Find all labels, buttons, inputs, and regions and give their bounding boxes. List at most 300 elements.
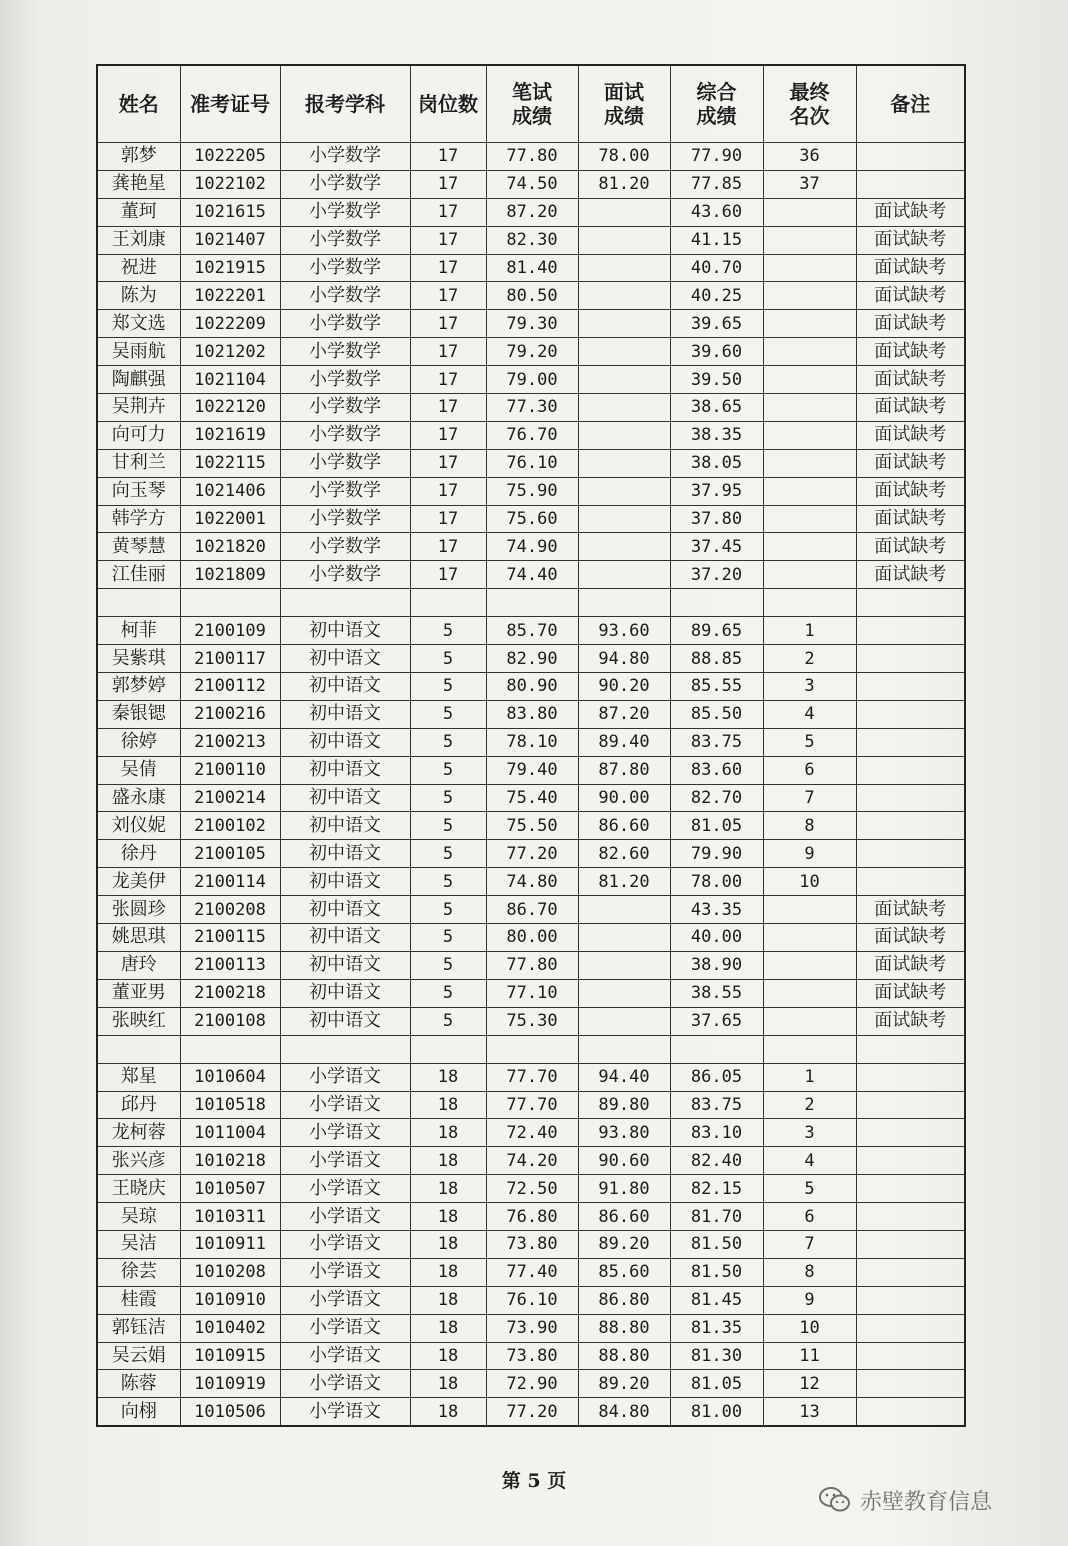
cell-exam-number: 1021809 [180,561,280,589]
cell-remarks [856,1286,965,1314]
cell-name: 郑星 [97,1063,180,1091]
cell-interview-score: 86.60 [578,812,670,840]
cell-final-rank: 7 [763,1230,856,1258]
cell-subject: 小学数学 [280,226,410,254]
cell-written-score: 87.20 [486,198,578,226]
cell-subject: 小学语文 [280,1370,410,1398]
cell-interview-score: 87.80 [578,756,670,784]
cell-remarks [856,812,965,840]
cell-written-score: 77.20 [486,840,578,868]
cell-remarks [856,589,965,617]
cell-interview-score: 90.00 [578,784,670,812]
cell-positions: 5 [410,728,486,756]
cell-written-score: 74.40 [486,561,578,589]
cell-interview-score: 93.60 [578,617,670,645]
cell-subject: 小学语文 [280,1175,410,1203]
wechat-icon [818,1486,852,1514]
cell-name: 柯菲 [97,617,180,645]
cell-total-score: 77.90 [670,143,763,171]
cell-subject: 小学语文 [280,1258,410,1286]
cell-final-rank [763,254,856,282]
cell-remarks [856,645,965,673]
cell-final-rank: 10 [763,1314,856,1342]
cell-name: 韩学方 [97,505,180,533]
cell-subject: 小学数学 [280,282,410,310]
cell-final-rank: 8 [763,812,856,840]
cell-final-rank: 4 [763,700,856,728]
cell-exam-number: 1011004 [180,1119,280,1147]
cell-name: 王晓庆 [97,1175,180,1203]
cell-name: 张圆珍 [97,896,180,924]
cell-interview-score [578,477,670,505]
cell-positions: 17 [410,254,486,282]
cell-interview-score: 91.80 [578,1175,670,1203]
cell-exam-number: 1021104 [180,366,280,394]
cell-written-score: 77.80 [486,143,578,171]
cell-final-rank: 6 [763,756,856,784]
cell-subject: 小学数学 [280,449,410,477]
cell-interview-score: 89.20 [578,1230,670,1258]
cell-name: 郑文选 [97,310,180,338]
cell-interview-score [578,282,670,310]
header-subject: 报考学科 [280,65,410,143]
cell-name: 吴琼 [97,1203,180,1231]
cell-written-score: 75.50 [486,812,578,840]
cell-total-score: 82.15 [670,1175,763,1203]
cell-name: 刘仪妮 [97,812,180,840]
cell-interview-score [578,896,670,924]
table-spacer-row [97,589,965,617]
cell-remarks [856,784,965,812]
cell-total-score: 38.35 [670,421,763,449]
table-row [97,812,965,840]
cell-exam-number: 2100208 [180,896,280,924]
cell-subject: 小学数学 [280,170,410,198]
cell-exam-number: 2100109 [180,617,280,645]
cell-name: 吴洁 [97,1230,180,1258]
cell-final-rank [763,924,856,952]
cell-interview-score [578,1007,670,1035]
cell-final-rank [763,505,856,533]
cell-name: 桂霞 [97,1286,180,1314]
cell-interview-score: 81.20 [578,170,670,198]
cell-interview-score [578,254,670,282]
cell-positions: 5 [410,1007,486,1035]
cell-positions: 5 [410,700,486,728]
cell-final-rank [763,366,856,394]
cell-written-score: 79.40 [486,756,578,784]
table-row [97,1314,965,1342]
cell-positions: 18 [410,1314,486,1342]
cell-positions: 17 [410,310,486,338]
cell-total-score: 81.70 [670,1203,763,1231]
table-row [97,421,965,449]
table-row [97,1258,965,1286]
table-row [97,645,965,673]
cell-positions: 18 [410,1203,486,1231]
cell-remarks [856,1035,965,1063]
cell-final-rank [763,589,856,617]
cell-remarks: 面试缺考 [856,505,965,533]
cell-final-rank: 1 [763,617,856,645]
cell-subject: 初中语文 [280,979,410,1007]
cell-total-score: 37.45 [670,533,763,561]
cell-total-score: 89.65 [670,617,763,645]
cell-positions: 18 [410,1286,486,1314]
cell-remarks [856,1203,965,1231]
cell-name: 龚艳星 [97,170,180,198]
cell-total-score: 78.00 [670,868,763,896]
cell-exam-number: 1010507 [180,1175,280,1203]
cell-remarks [856,756,965,784]
cell-exam-number: 2100216 [180,700,280,728]
cell-final-rank: 5 [763,1175,856,1203]
cell-written-score: 80.00 [486,924,578,952]
cell-written-score: 73.80 [486,1342,578,1370]
cell-exam-number: 1010604 [180,1063,280,1091]
cell-written-score: 72.50 [486,1175,578,1203]
cell-name: 祝进 [97,254,180,282]
cell-remarks [856,170,965,198]
cell-remarks [856,700,965,728]
cell-written-score: 74.90 [486,533,578,561]
cell-interview-score [578,505,670,533]
cell-total-score: 85.55 [670,673,763,701]
cell-subject: 小学语文 [280,1398,410,1426]
cell-written-score: 77.70 [486,1063,578,1091]
cell-final-rank [763,951,856,979]
cell-written-score: 74.80 [486,868,578,896]
cell-name: 张兴彦 [97,1147,180,1175]
cell-final-rank: 11 [763,1342,856,1370]
cell-remarks [856,1342,965,1370]
cell-positions: 18 [410,1342,486,1370]
cell-subject: 小学语文 [280,1063,410,1091]
cell-name: 甘利兰 [97,449,180,477]
cell-subject [280,589,410,617]
cell-remarks [856,1314,965,1342]
cell-written-score: 76.70 [486,421,578,449]
cell-interview-score: 78.00 [578,143,670,171]
table-row [97,310,965,338]
cell-name: 盛永康 [97,784,180,812]
cell-remarks [856,1063,965,1091]
cell-subject: 小学数学 [280,254,410,282]
cell-subject: 小学语文 [280,1203,410,1231]
cell-remarks: 面试缺考 [856,896,965,924]
cell-positions: 17 [410,449,486,477]
cell-total-score: 37.20 [670,561,763,589]
cell-exam-number: 1010518 [180,1091,280,1119]
table-spacer-row [97,1035,965,1063]
cell-written-score: 79.00 [486,366,578,394]
cell-final-rank: 12 [763,1370,856,1398]
table-row [97,449,965,477]
cell-exam-number: 1010506 [180,1398,280,1426]
cell-name: 吴雨航 [97,338,180,366]
cell-written-score: 77.70 [486,1091,578,1119]
header-written-score: 笔试 成绩 [486,65,578,143]
cell-total-score: 81.05 [670,812,763,840]
cell-written-score: 79.20 [486,338,578,366]
cell-remarks [856,728,965,756]
cell-written-score: 83.80 [486,700,578,728]
cell-remarks: 面试缺考 [856,226,965,254]
cell-name: 姚思琪 [97,924,180,952]
cell-written-score: 72.40 [486,1119,578,1147]
cell-subject: 初中语文 [280,673,410,701]
cell-final-rank: 36 [763,143,856,171]
table-row [97,617,965,645]
cell-interview-score [578,310,670,338]
cell-name: 秦银锶 [97,700,180,728]
cell-name: 江佳丽 [97,561,180,589]
cell-positions: 17 [410,170,486,198]
cell-exam-number: 2100108 [180,1007,280,1035]
cell-exam-number: 2100105 [180,840,280,868]
cell-positions: 18 [410,1063,486,1091]
cell-final-rank [763,1007,856,1035]
cell-interview-score: 88.80 [578,1314,670,1342]
table-row [97,394,965,422]
table-row [97,366,965,394]
cell-total-score [670,1035,763,1063]
cell-final-rank [763,449,856,477]
watermark-text: 赤壁教育信息 [860,1489,993,1515]
cell-subject: 小学语文 [280,1314,410,1342]
cell-written-score: 75.60 [486,505,578,533]
table-row [97,198,965,226]
cell-exam-number: 2100115 [180,924,280,952]
cell-remarks: 面试缺考 [856,282,965,310]
cell-exam-number: 1022102 [180,170,280,198]
cell-written-score: 76.80 [486,1203,578,1231]
cell-interview-score: 89.40 [578,728,670,756]
cell-name: 邱丹 [97,1091,180,1119]
cell-interview-score [578,394,670,422]
cell-remarks [856,617,965,645]
table-row [97,1342,965,1370]
cell-written-score: 75.40 [486,784,578,812]
table-row [97,477,965,505]
cell-exam-number: 2100117 [180,645,280,673]
cell-positions: 18 [410,1147,486,1175]
cell-subject: 小学数学 [280,310,410,338]
cell-positions: 5 [410,617,486,645]
cell-name: 陈为 [97,282,180,310]
cell-name: 向可力 [97,421,180,449]
cell-interview-score: 84.80 [578,1398,670,1426]
cell-exam-number: 1010208 [180,1258,280,1286]
cell-exam-number: 1010911 [180,1230,280,1258]
cell-subject: 初中语文 [280,812,410,840]
cell-interview-score [578,421,670,449]
cell-interview-score: 89.20 [578,1370,670,1398]
cell-subject: 初中语文 [280,840,410,868]
cell-name: 董亚男 [97,979,180,1007]
table-row [97,979,965,1007]
cell-final-rank: 37 [763,170,856,198]
cell-positions: 18 [410,1258,486,1286]
cell-interview-score [578,589,670,617]
cell-final-rank [763,533,856,561]
cell-total-score: 83.60 [670,756,763,784]
header-total-score: 综合 成绩 [670,65,763,143]
cell-written-score: 79.30 [486,310,578,338]
cell-remarks [856,1398,965,1426]
cell-name: 徐芸 [97,1258,180,1286]
table-row [97,1007,965,1035]
cell-total-score: 88.85 [670,645,763,673]
score-table [96,64,966,1427]
cell-exam-number: 1022209 [180,310,280,338]
cell-exam-number: 2100218 [180,979,280,1007]
cell-interview-score: 81.20 [578,868,670,896]
table-row [97,338,965,366]
cell-remarks: 面试缺考 [856,421,965,449]
cell-total-score: 85.50 [670,700,763,728]
table-row [97,1230,965,1258]
cell-positions: 17 [410,421,486,449]
cell-total-score: 81.35 [670,1314,763,1342]
cell-total-score: 83.75 [670,728,763,756]
cell-remarks: 面试缺考 [856,338,965,366]
table-row [97,1119,965,1147]
cell-subject: 小学数学 [280,421,410,449]
cell-name: 唐玲 [97,951,180,979]
table-row [97,170,965,198]
cell-remarks: 面试缺考 [856,198,965,226]
cell-exam-number: 1022201 [180,282,280,310]
header-final-rank: 最终 名次 [763,65,856,143]
cell-total-score: 79.90 [670,840,763,868]
cell-exam-number: 1021820 [180,533,280,561]
header-name: 姓名 [97,65,180,143]
cell-interview-score: 89.80 [578,1091,670,1119]
cell-positions [410,589,486,617]
cell-final-rank [763,394,856,422]
cell-interview-score: 87.20 [578,700,670,728]
cell-written-score: 82.30 [486,226,578,254]
cell-total-score: 40.70 [670,254,763,282]
cell-positions: 5 [410,645,486,673]
cell-name: 徐婷 [97,728,180,756]
cell-positions: 17 [410,338,486,366]
cell-name: 吴云娟 [97,1342,180,1370]
cell-total-score: 38.55 [670,979,763,1007]
cell-exam-number: 1021407 [180,226,280,254]
cell-remarks: 面试缺考 [856,254,965,282]
cell-positions: 18 [410,1370,486,1398]
header-positions: 岗位数 [410,65,486,143]
cell-remarks [856,1230,965,1258]
cell-subject: 初中语文 [280,924,410,952]
cell-remarks [856,868,965,896]
cell-positions: 5 [410,784,486,812]
table-row [97,896,965,924]
cell-written-score: 77.20 [486,1398,578,1426]
cell-subject: 初中语文 [280,756,410,784]
cell-total-score: 77.85 [670,170,763,198]
table-row [97,784,965,812]
cell-final-rank: 7 [763,784,856,812]
cell-name: 黄琴慧 [97,533,180,561]
cell-total-score: 81.05 [670,1370,763,1398]
cell-positions: 17 [410,533,486,561]
cell-interview-score: 88.80 [578,1342,670,1370]
cell-final-rank: 8 [763,1258,856,1286]
cell-written-score [486,589,578,617]
cell-exam-number [180,1035,280,1063]
cell-exam-number: 1010915 [180,1342,280,1370]
cell-interview-score [578,226,670,254]
cell-name: 吴紫琪 [97,645,180,673]
cell-positions: 17 [410,226,486,254]
cell-positions: 5 [410,979,486,1007]
cell-exam-number: 1010311 [180,1203,280,1231]
cell-interview-score [578,561,670,589]
cell-exam-number: 1010919 [180,1370,280,1398]
table-row [97,728,965,756]
cell-total-score: 83.75 [670,1091,763,1119]
cell-final-rank: 1 [763,1063,856,1091]
cell-total-score: 41.15 [670,226,763,254]
cell-exam-number: 1022120 [180,394,280,422]
cell-name: 郭梦 [97,143,180,171]
cell-total-score: 43.35 [670,896,763,924]
cell-final-rank [763,226,856,254]
cell-positions: 5 [410,812,486,840]
cell-total-score: 37.95 [670,477,763,505]
table-row [97,1203,965,1231]
cell-exam-number: 1021615 [180,198,280,226]
cell-final-rank [763,896,856,924]
cell-name: 徐丹 [97,840,180,868]
table-row [97,226,965,254]
cell-written-score: 85.70 [486,617,578,645]
cell-subject: 初中语文 [280,784,410,812]
cell-total-score: 38.65 [670,394,763,422]
score-table-container [96,64,964,1427]
cell-remarks: 面试缺考 [856,449,965,477]
cell-written-score: 77.10 [486,979,578,1007]
cell-subject: 小学语文 [280,1091,410,1119]
cell-exam-number: 2100114 [180,868,280,896]
cell-written-score: 72.90 [486,1370,578,1398]
cell-exam-number: 2100102 [180,812,280,840]
cell-remarks: 面试缺考 [856,979,965,1007]
cell-positions: 17 [410,366,486,394]
cell-subject: 初中语文 [280,617,410,645]
cell-final-rank: 4 [763,1147,856,1175]
cell-remarks [856,1091,965,1119]
cell-remarks: 面试缺考 [856,924,965,952]
cell-total-score: 39.60 [670,338,763,366]
cell-positions: 17 [410,198,486,226]
cell-positions: 5 [410,840,486,868]
cell-remarks [856,1175,965,1203]
cell-interview-score [578,979,670,1007]
cell-interview-score: 86.80 [578,1286,670,1314]
cell-final-rank [763,310,856,338]
table-row [97,143,965,171]
cell-written-score: 76.10 [486,1286,578,1314]
header-interview-score: 面试 成绩 [578,65,670,143]
cell-interview-score: 94.80 [578,645,670,673]
cell-subject: 小学语文 [280,1342,410,1370]
cell-subject: 初中语文 [280,645,410,673]
cell-name: 龙美伊 [97,868,180,896]
